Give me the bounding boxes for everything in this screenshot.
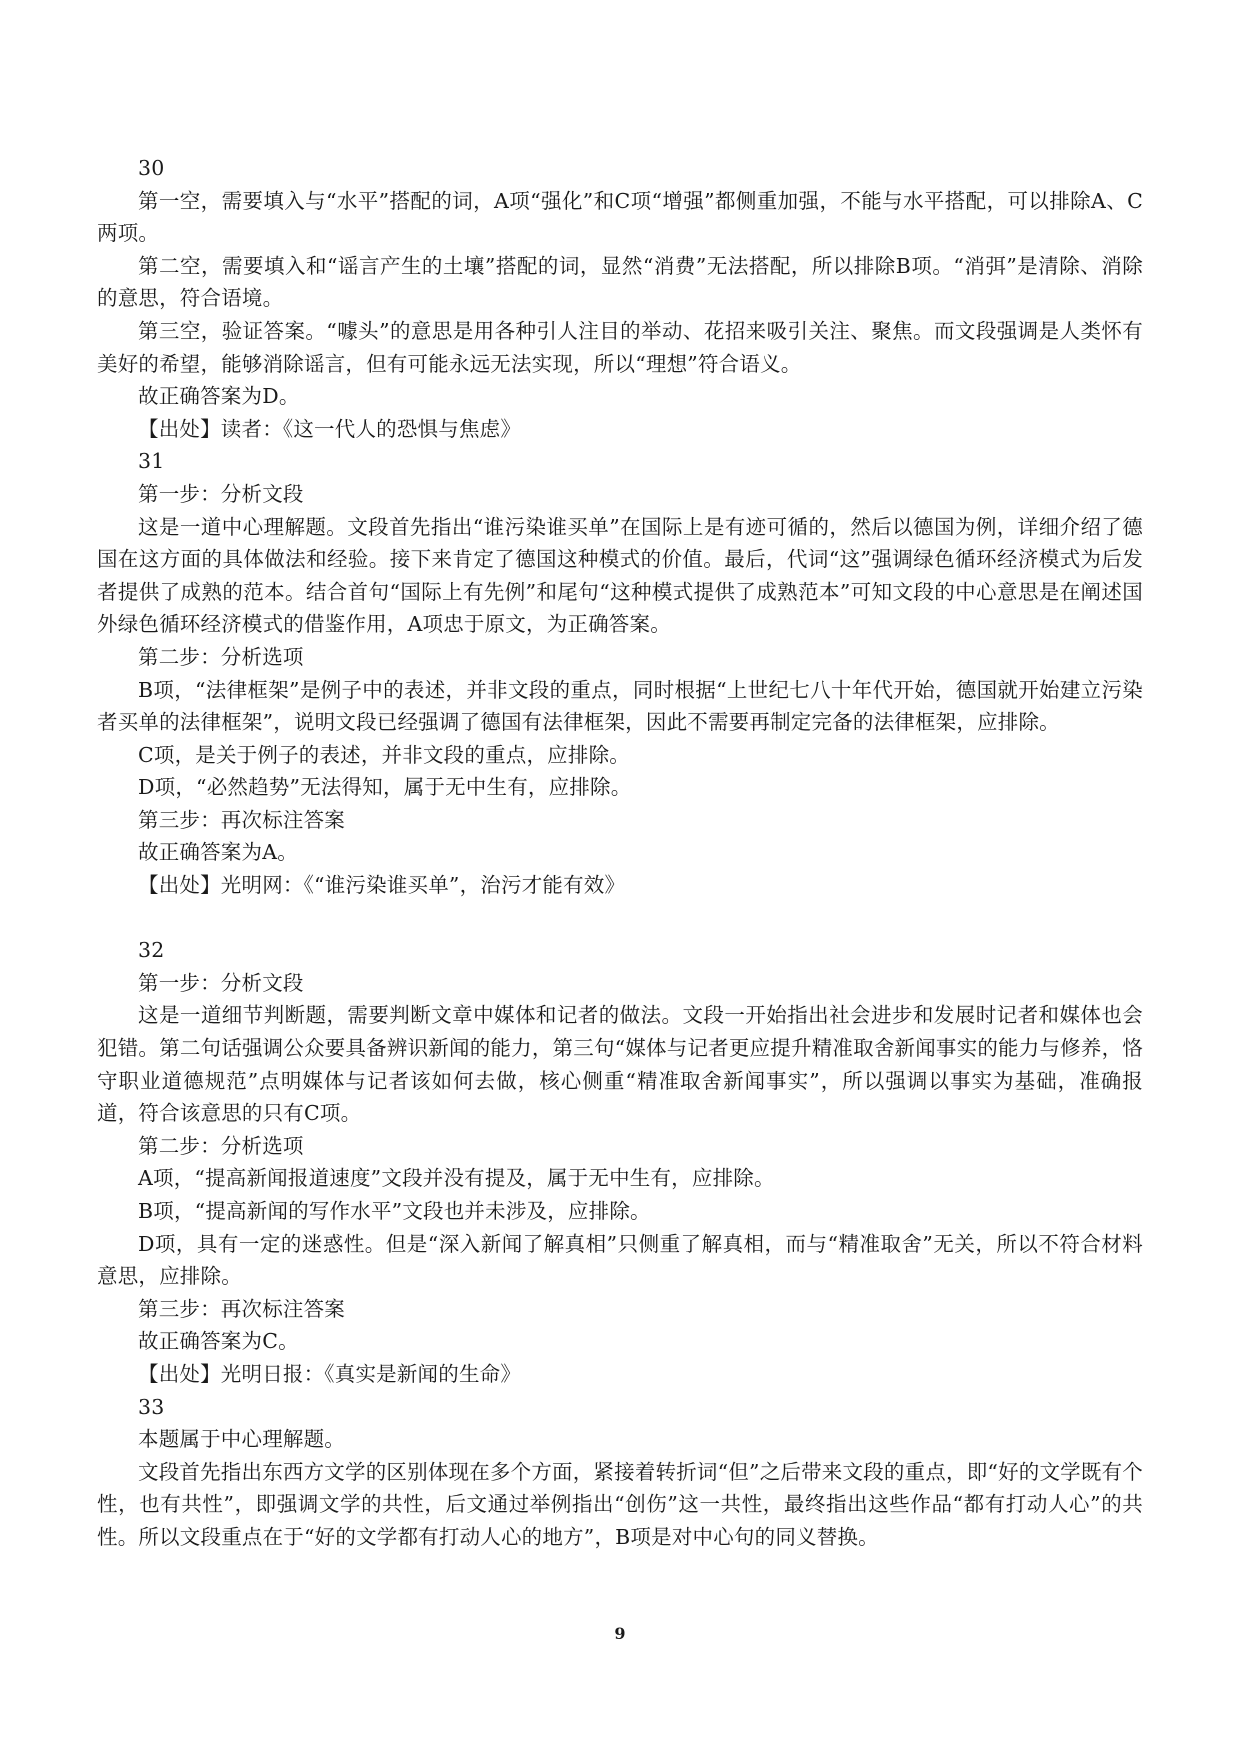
- document-body: [97, 152, 1143, 1554]
- explanation-paragraph: 第一步：分析文段: [138, 481, 304, 506]
- explanation-paragraph: D项，“必然趋势”无法得知，属于无中生有，应排除。: [138, 775, 632, 800]
- explanation-paragraph: 第一空，需要填入与“水平”搭配的词，A项“强化”和C项“增强”都侧重加强，不能与水平搭配，可以排除A、C两项。: [97, 188, 1143, 246]
- source-citation: 【出处】读者：《这一代人的恐惧与焦虑》: [138, 416, 522, 441]
- explanation-paragraph: 本题属于中心理解题。: [138, 1427, 345, 1452]
- explanation-paragraph: 第三空，验证答案。“噱头”的意思是用各种引人注目的举动、花招来吸引关注、聚焦。而文段强调是人类怀有美好的希望，能够消除谣言，但有可能永远无法实现，所以“理想”符合语义。: [97, 318, 1143, 376]
- page-number: 9: [614, 1624, 626, 1643]
- explanation-paragraph: 第二步：分析选项: [138, 644, 304, 669]
- answer-section-31: [97, 445, 1143, 901]
- blank-line: [97, 902, 1143, 935]
- explanation-paragraph: B项，“提高新闻的写作水平”文段也并未涉及，应排除。: [138, 1199, 651, 1223]
- explanation-paragraph: 故正确答案为A。: [138, 840, 298, 865]
- explanation-paragraph: D项，具有一定的迷惑性。但是“深入新闻了解真相”只侧重了解真相，而与“精准取舍”无关，所以不符合材料意思，应排除。: [97, 1231, 1143, 1289]
- explanation-paragraph: 故正确答案为C。: [138, 1329, 299, 1354]
- question-number: 31: [138, 449, 165, 474]
- question-number: 30: [138, 156, 165, 180]
- explanation-paragraph: A项，“提高新闻报道速度”文段并没有提及，属于无中生有，应排除。: [138, 1166, 775, 1191]
- explanation-paragraph: 这是一道细节判断题，需要判断文章中媒体和记者的做法。文段一开始指出社会进步和发展时记者和媒体也会犯错。第二句话强调公众要具备辨识新闻的能力，第三句“媒体与记者更应提升精准取舍新闻事实的能力与修养，恪守职业道德规范”点明媒体与记者该如何去做，核心侧重“精准取舍新闻事实”，所以强调以事实为基础，准确报道，符合该意思的只有C项。: [97, 1003, 1143, 1126]
- explanation-paragraph: 第一步：分析文段: [138, 970, 304, 995]
- explanation-paragraph: 第三步：再次标注答案: [138, 807, 345, 832]
- explanation-paragraph: 第三步：再次标注答案: [138, 1296, 345, 1321]
- source-citation: 【出处】光明网：《“谁污染谁买单”，治污才能有效》: [138, 873, 626, 898]
- explanation-paragraph: 文段首先指出东西方文学的区别体现在多个方面，紧接着转折词“但”之后带来文段的重点，即“好的文学既有个性，也有共性”，即强调文学的共性，后文通过举例指出“创伤”这一共性，最终指出这些作品“都有打动人心”的共性。所以文段重点在于“好的文学都有打动人心的地方”，B项是对中心句的同义替换。: [97, 1459, 1143, 1549]
- source-citation: 【出处】光明日报：《真实是新闻的生命》: [138, 1361, 522, 1386]
- answer-section-30: [97, 152, 1143, 445]
- explanation-paragraph: 第二空，需要填入和“谣言产生的土壤”搭配的词，显然“消费”无法搭配，所以排除B项。“消弭”是清除、消除的意思，符合语境。: [97, 253, 1143, 311]
- explanation-paragraph: 第二步：分析选项: [138, 1133, 304, 1158]
- question-number: 33: [138, 1394, 165, 1419]
- question-number: 32: [138, 938, 165, 963]
- answer-section-32: [97, 934, 1143, 1390]
- explanation-paragraph: B项，“法律框架”是例子中的表述，并非文段的重点，同时根据“上世纪七八十年代开始，德国就开始建立污染者买单的法律框架”，说明文段已经强调了德国有法律框架，因此不需要再制定完备的法律框架，应排除。: [97, 677, 1143, 735]
- explanation-paragraph: 故正确答案为D。: [138, 384, 300, 409]
- answer-section-33: [97, 1391, 1143, 1554]
- explanation-paragraph: C项，是关于例子的表述，并非文段的重点，应排除。: [138, 742, 630, 767]
- explanation-paragraph: 这是一道中心理解题。文段首先指出“谁污染谁买单”在国际上是有迹可循的，然后以德国为例，详细介绍了德国在这方面的具体做法和经验。接下来肯定了德国这种模式的价值。最后，代词“这”强调绿色循环经济模式为后发者提供了成熟的范本。结合首句“国际上有先例”和尾句“这种模式提供了成熟范本”可知文段的中心意思是在阐述国外绿色循环经济模式的借鉴作用，A项忠于原文，为正确答案。: [97, 514, 1143, 637]
